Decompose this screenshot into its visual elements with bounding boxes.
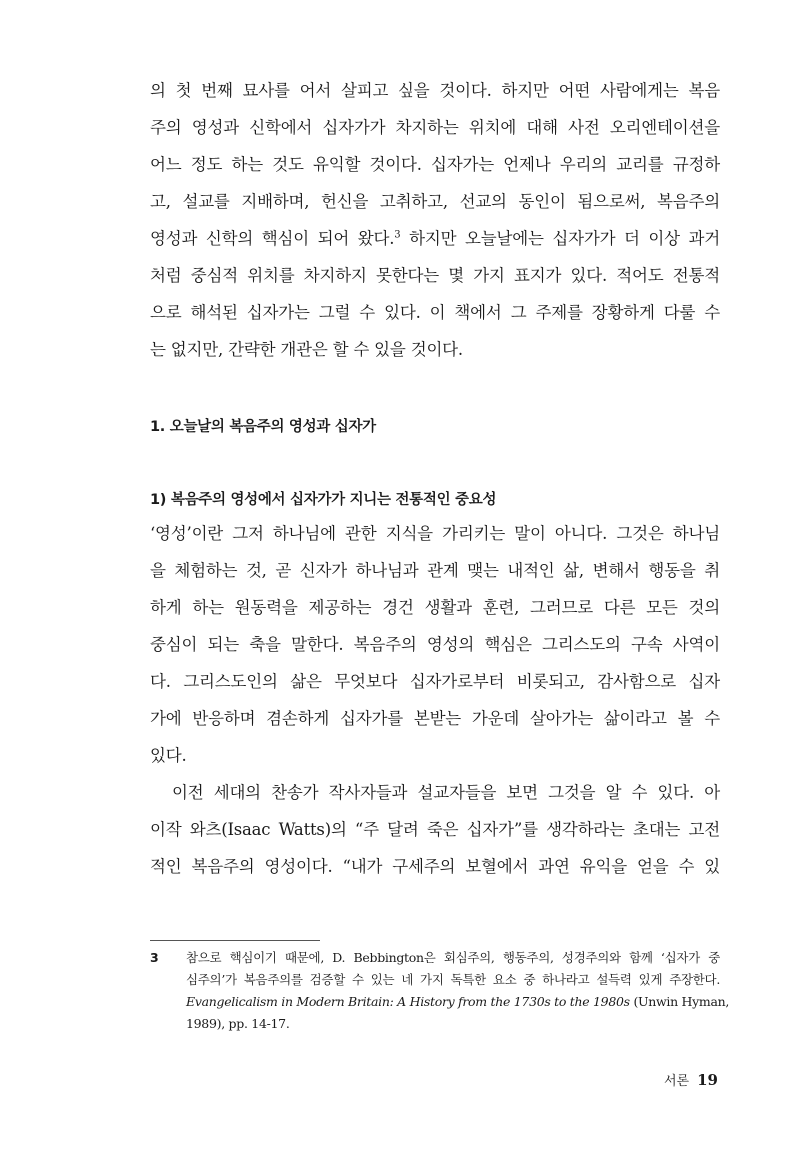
text-line: 중심이 되는 축을 말한다. 복음주의 영성의 핵심은 그리스도의 구속 사역이 xyxy=(150,635,720,654)
footnote-line: 1989), pp. 14-17. xyxy=(186,1016,290,1031)
section-heading: 1. 오늘날의 복음주의 영성과 십자가 xyxy=(150,419,376,435)
text-line: 하게 하는 원동력을 제공하는 경건 생활과 훈련, 그러므로 다른 모든 것의 xyxy=(150,598,720,617)
text-line: 이작 와츠(Isaac Watts)의 “주 달려 죽은 십자가”를 생각하라는 초대는 고전 xyxy=(150,820,720,839)
text-line: 어느 정도 하는 것도 유익할 것이다. 십자가는 언제나 우리의 교리를 규정하 xyxy=(150,155,720,174)
page-number: 19 xyxy=(697,1071,718,1089)
text-line: 는 없지만, 간략한 개관은 할 수 있을 것이다. xyxy=(150,340,463,359)
subsection-heading: 1) 복음주의 영성에서 십자가가 지니는 전통적인 중요성 xyxy=(150,492,497,508)
text-line: 으로 해석된 십자가는 그럴 수 있다. 이 책에서 그 주제를 장황하게 다룰 수 xyxy=(150,303,720,322)
text-line: 있다. xyxy=(150,746,187,765)
footnote-line: 참으로 핵심이기 때문에, D. Bebbington은 회심주의, 행동주의, 성경주의와 함께 ‘십자가 중 xyxy=(186,950,720,965)
body-paragraph-intro xyxy=(150,72,720,368)
text-line: 이전 세대의 찬송가 작사자들과 설교자들을 보면 그것을 알 수 있다. 아 xyxy=(172,783,720,802)
footnote-reference[interactable]: 3 xyxy=(394,229,401,241)
footnote-divider xyxy=(150,940,320,941)
text-segment: 영성과 신학의 핵심이 되어 왔다. xyxy=(150,229,395,248)
text-line: 의 첫 번째 묘사를 어서 살피고 싶을 것이다. 하지만 어떤 사람에게는 복음 xyxy=(150,81,720,100)
chapter-label: 서론 xyxy=(664,1074,690,1089)
publisher-info: (Unwin Hyman, xyxy=(629,994,730,1009)
footnote-line xyxy=(186,991,730,1013)
footnote-number: 3 xyxy=(150,950,159,965)
text-line: 을 체험하는 것, 곧 신자가 하나님과 관계 맺는 내적인 삶, 변해서 행동을 취 xyxy=(150,561,720,580)
text-line: 처럼 중심적 위치를 차지하지 못한다는 몇 가지 표지가 있다. 적어도 전통적 xyxy=(150,266,720,285)
text-line: 가에 반응하며 겸손하게 십자가를 본받는 가운데 살아가는 삶이라고 볼 수 xyxy=(150,709,720,728)
footnote-text xyxy=(186,947,730,1035)
text-line: 적인 복음주의 영성이다. “내가 구세주의 보혈에서 과연 유익을 얻을 수 있 xyxy=(150,857,720,876)
text-line: ‘영성’이란 그저 하나님에 관한 지식을 가리키는 말이 아니다. 그것은 하나님 xyxy=(150,524,720,543)
text-segment: 하지만 오늘날에는 십자가가 더 이상 과거 xyxy=(400,229,720,248)
body-paragraph-spirituality xyxy=(150,515,720,885)
text-line: 다. 그리스도인의 삶은 무엇보다 십자가로부터 비롯되고, 감사함으로 십자 xyxy=(150,672,720,691)
page-footer xyxy=(664,1070,718,1089)
text-line xyxy=(150,220,720,257)
text-line: 주의 영성과 신학에서 십자가가 차지하는 위치에 대해 사전 오리엔테이션을 xyxy=(150,118,720,137)
footnote-line: 심주의’가 복음주의를 검증할 수 있는 네 가지 독특한 요소 중 하나라고 설득력 있게 주장한다. xyxy=(186,972,720,987)
text-line: 고, 설교를 지배하며, 헌신을 고취하고, 선교의 동인이 됨으로써, 복음주의 xyxy=(150,192,720,211)
book-title: Evangelicalism in Modern Britain: A History from the 1730s to the 1980s xyxy=(186,994,630,1009)
